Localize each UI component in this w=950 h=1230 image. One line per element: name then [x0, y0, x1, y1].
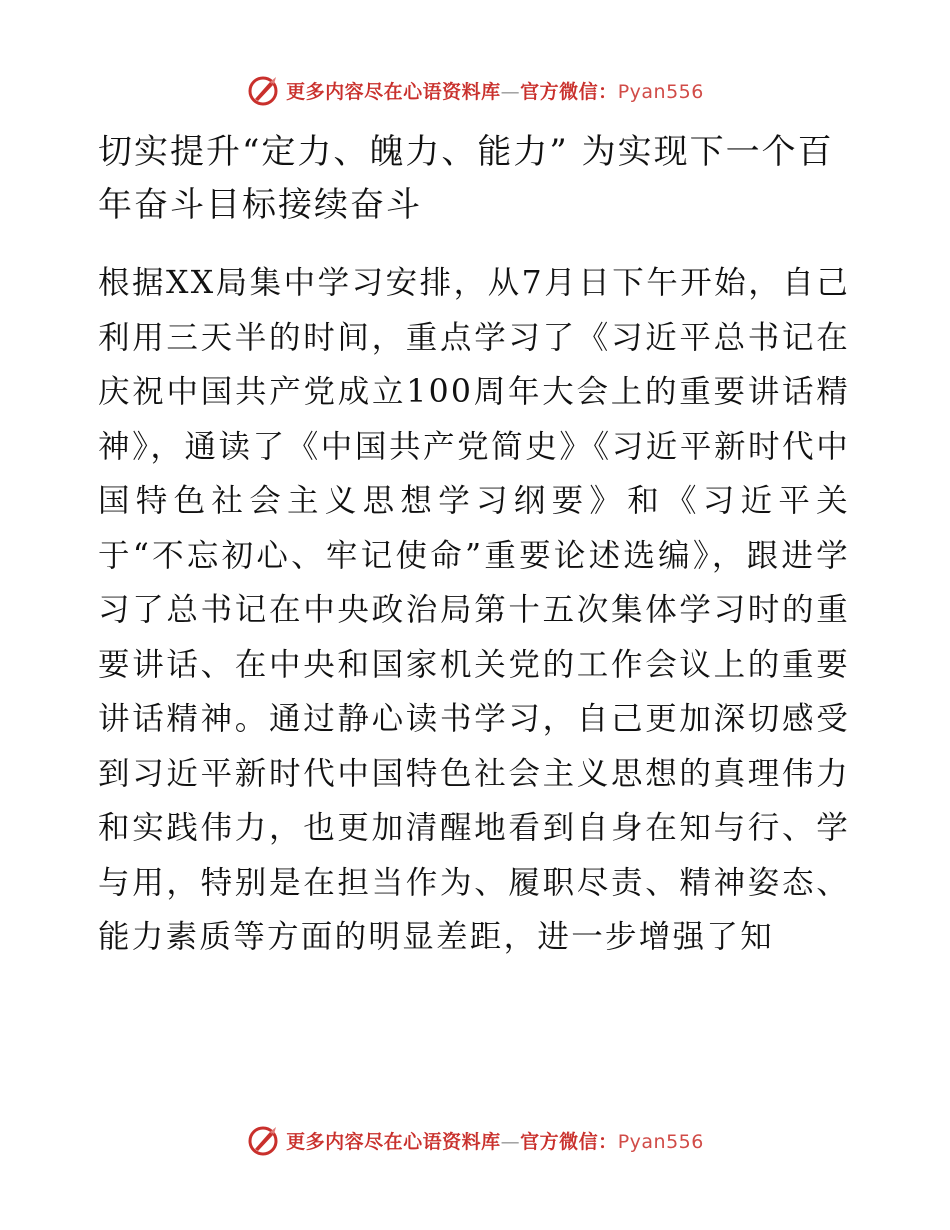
- watermark-brand: 更多内容尽在心语资料库: [286, 80, 501, 103]
- document-title: 切实提升“定力、魄力、能力” 为实现下一个百年奋斗目标接续奋斗: [98, 132, 834, 225]
- document-paragraph: 根据XX局集中学习安排，从7月日下午开始，自己利用三天半的时间，重点学习了《习近平总书记在庆祝中国共产党成立100周年大会上的重要讲话精神》，通读了《中国共产党简史》《习近平新时代中国特色社会主义思想学习纲要》和《习近平关于“不忘初心、牢记使命”重要论述选编》，跟进学习了总书记在中央政治局第十五次集体学习时的重要讲话、在中央和国家机关党的工作会议上的重要讲话精神。通过静心读书学习，自己更加深切感受到习近平新时代中国特色社会主义思想的真理伟力和实践伟力，也更加清醒地看到自身在知与行、学与用，特别是在担当作为、履职尽责、精神姿态、能力素质等方面的明显差距，进一步增强了知: [98, 265, 850, 955]
- watermark-dash: —: [500, 80, 521, 103]
- quill-logo-icon: [246, 73, 280, 107]
- watermark-wechat-label: 官方微信：: [520, 80, 618, 103]
- quill-logo-icon: [246, 1123, 280, 1157]
- header-watermark: [0, 70, 950, 110]
- watermark-dash: —: [500, 1130, 521, 1153]
- watermark-wechat-label: 官方微信：: [520, 1130, 618, 1153]
- footer-watermark: [0, 1120, 950, 1160]
- watermark-wechat-id: Pyan556: [617, 80, 704, 103]
- watermark-brand: 更多内容尽在心语资料库: [286, 1130, 501, 1153]
- watermark-wechat-id: Pyan556: [617, 1130, 704, 1153]
